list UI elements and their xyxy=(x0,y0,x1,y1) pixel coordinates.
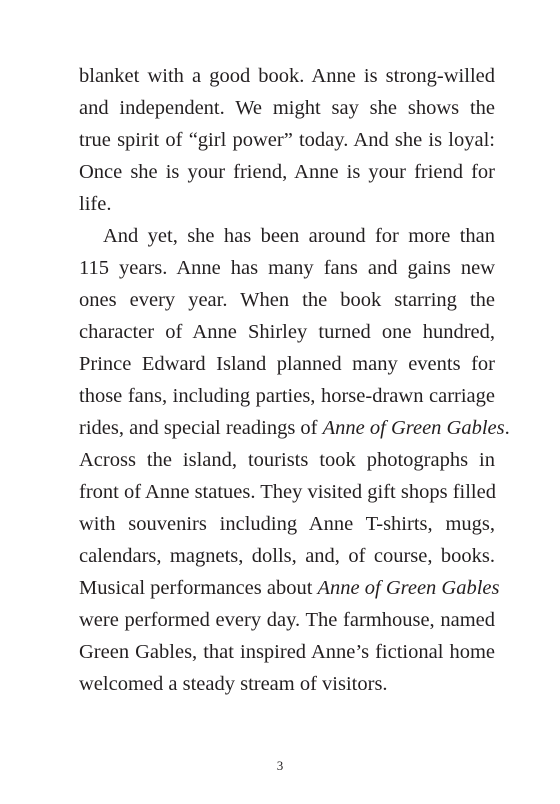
text-line: Once she is your friend, Anne is your friend for xyxy=(79,161,495,183)
text-line: front of Anne statues. They visited gift shops filled xyxy=(79,481,496,503)
body-text xyxy=(79,60,510,700)
text-line: calendars, magnets, dolls, and, of course, books. xyxy=(79,545,495,567)
text-line: Across the island, tourists took photographs in xyxy=(79,449,495,471)
text-line: and independent. We might say she shows the xyxy=(79,97,495,119)
text-run: rides, and special readings of xyxy=(79,417,323,439)
text-line: life. xyxy=(79,193,112,215)
text-run: . xyxy=(504,417,510,439)
text-line: were performed every day. The farmhouse, named xyxy=(79,609,495,631)
text-line xyxy=(79,572,500,604)
text-line: 115 years. Anne has many fans and gains new xyxy=(79,257,495,279)
text-line: character of Anne Shirley turned one hundred, xyxy=(79,321,495,343)
text-line: ones every year. When the book starring the xyxy=(79,289,495,311)
text-line xyxy=(79,412,510,444)
text-line: And yet, she has been around for more than xyxy=(103,225,495,247)
paragraph-2 xyxy=(79,220,510,700)
text-line: welcomed a steady stream of visitors. xyxy=(79,673,388,695)
book-title: Anne of Green Gables xyxy=(322,417,505,439)
page-number: 3 xyxy=(276,758,284,773)
paragraph-1 xyxy=(79,60,495,220)
text-line: Green Gables, that inspired Anne’s fictional home xyxy=(79,641,495,663)
text-line: blanket with a good book. Anne is strong-willed xyxy=(79,65,495,87)
book-title: Anne of Green Gables xyxy=(317,577,500,599)
text-run: Musical performances about xyxy=(79,577,318,599)
text-line: with souvenirs including Anne T-shirts, mugs, xyxy=(79,513,495,535)
text-line: true spirit of “girl power” today. And she is loyal: xyxy=(79,129,495,151)
text-line: those fans, including parties, horse-drawn carriage xyxy=(79,385,495,407)
text-line: Prince Edward Island planned many events for xyxy=(79,353,495,375)
